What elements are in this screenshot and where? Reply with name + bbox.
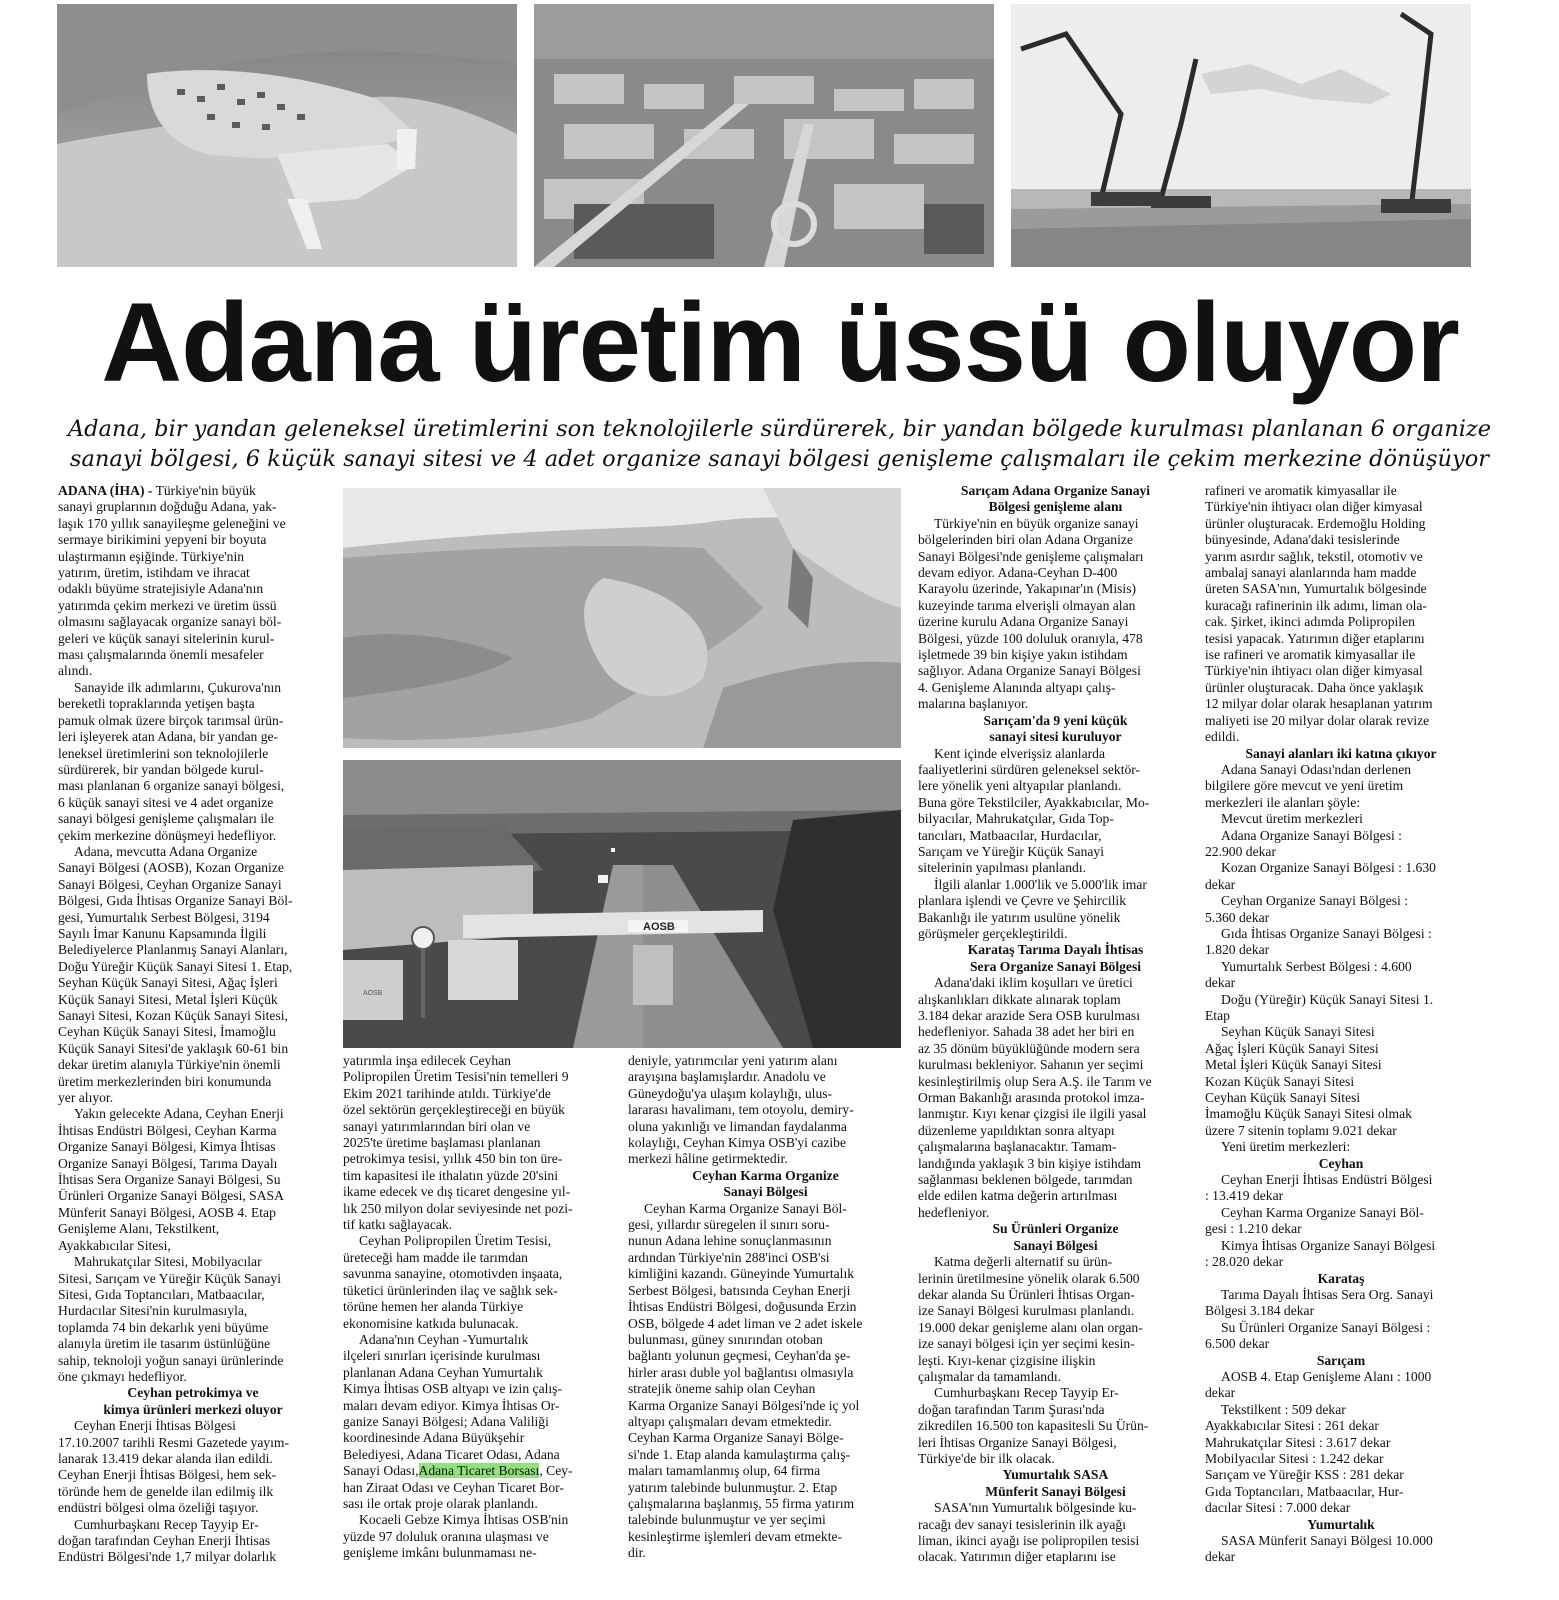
gate-small-sign-text: AOSB xyxy=(363,990,383,997)
col5-subheading-yumurtalik: Yumurtalık xyxy=(1307,1516,1375,1532)
photo-osb-aerial xyxy=(534,4,994,267)
col2-paragraph-4: Kocaeli Gebze Kimya İhtisas OSB'nin yüzde 97 doluluk oranına ulaşması ve genişleme imkânı bulunmaması ne- xyxy=(343,1512,569,1561)
col4-paragraph-6: Cumhurbaşkanı Recep Tayyip Er- doğan tarafından Tarım Şurası'nda zikredilen 16.500 ton kapasitesli Su Ürün- leri İhtisas Organize Sanayi Bölgesi, Türkiye'de bir ilk olacak. xyxy=(918,1385,1149,1466)
column-1 xyxy=(58,483,328,1566)
col1-paragraph-3: Adana, mevcutta Adana Organize Sanayi Bölgesi (AOSB), Kozan Organize Sanayi Bölgesi, Ceyhan Organize Sanayi Bölgesi, Gıda İhtisas Organize Sanayi Böl- gesi, Yumurtalık Serbest Bölgesi, 3194 Sayılı İmar Kanunu Kapsamında İlgili Belediyelerce Planlanmış Sanayi Alanları, Doğu Yüreğir Küçük Sanayi Sitesi 1. Etap, Seyhan Küçük Sanayi Sitesi, Ağaç İşleri Küçük Sanayi Sitesi, Metal İşleri Küçük Sanayi Sitesi, Kozan Küçük Sanayi Sitesi, Ceyhan Küçük Sanayi Sitesi, İmamoğlu Küçük Sanayi Sitesi'de yaklaşık 60-61 bin dekar üretim alanıyla Türkiye'nin önemli üretim merkezlerinden biri konumunda yer alıyor. xyxy=(58,843,293,1106)
col4-subheading-yumurtalik-sasa: Yumurtalık SASA Münferit Sanayi Bölgesi xyxy=(985,1467,1126,1499)
col5-subheading-ceyhan: Ceyhan xyxy=(1318,1155,1364,1171)
col3-paragraph-2: Ceyhan Karma Organize Sanayi Böl- gesi, yıllardır süregelen il sınırı soru- nunun Adana lehine sonuçlanmasının ardından Türkiye'nin 288'inci OSB'si kimliğini kazandı. Güneyinde Yumurtalık Serbest Bölgesi, batısında Ceyhan Enerji İhtisas Endüstri Bölgesi, doğusunda Erzin OSB, bölgede 4 adet liman ve 2 adet iskele bulunması, güney sınırından otoban bağlantı yolunun geçmesi, Ceyhan'da şe- hirler arası duble yol bağlantısı olmasıyla stratejik öneme sahip olan Ceyhan Karma Organize Sanayi Bölgesi'nde iç yol altyapı çalışmaları devam etmektedir. Ceyhan Karma Organize Sanayi Bölge- si'nde 1. Etap alanda kamulaştırma çalış- maları tamamlanmış olup, 64 firma yatırım talebinde bulunmuştur. 2. Etap çalışmalarına başlanmış, 55 firma yatırım talebinde bulunmuştur ve yer seçimi kesinleştirme işlemleri devam etmekte- dir. xyxy=(628,1200,863,1561)
list-item: Tekstilkent : 509 dekar Ayakkabıcılar Sitesi : 261 dekar Mahrukatçılar Sitesi : 3.617 dekar Mobilyacılar Sitesi : 1.242 dekar Sarıçam ve Yüreğir KSS : 281 dekar Gıda Toptancıları, Matbaacılar, Hur- dacılar Sitesi : 7.000 dekar xyxy=(1205,1401,1404,1516)
col2-paragraph-2: Ceyhan Polipropilen Üretim Tesisi, üreteceği ham madde ile tarımdan savunma sanayine, otomotivden inşaata, tüketici ürünlerinden ilaç ve sağlık sek- törüne hemen her alanda Türkiye ekonomisine katkıda bulunacak. xyxy=(343,1233,563,1331)
column-5 xyxy=(1205,483,1477,1566)
list-item: Su Ürünleri Organize Sanayi Bölgesi : 6.500 dekar xyxy=(1205,1319,1431,1352)
col4-paragraph-5: Katma değerli alternatif su ürün- lerinin üretilmesine yönelik olarak 6.500 dekar alanda Su Ürünleri İhtisas Organ- ize Sanayi Bölgesi kurulması planlandı. 19.000 dekar genişleme alanı olan organ- ize sanayi bölgesi için yer seçimi kesin- leşti. Kıyı-kenar çizgisine ilişkin çalışmalar da tamamlandı. xyxy=(918,1254,1143,1384)
column-2 xyxy=(343,1053,618,1562)
headline: Adana üretim üssü oluyor xyxy=(101,280,1459,405)
list-item: Seyhan Küçük Sanayi Sitesi Ağaç İşleri Küçük Sanayi Sitesi Metal İşleri Küçük Sanayi Sitesi Kozan Küçük Sanayi Sitesi Ceyhan Küçük Sanayi Sitesi İmamoğlu Küçük Sanayi Sitesi olmak üzere 7 sitenin toplamı 9.021 dekar xyxy=(1205,1024,1412,1138)
deck-subheadline: Adana, bir yandan geleneksel üretimlerini son teknolojilerle sürdürerek, bir yandan bölgede kurulması planlanan 6 organize sanayi bölgesi, 6 küçük sanayi sitesi ve 4 adet organize sanayi bölgesi genişleme çalışmaları ile çekim merkezine dönüşüyor xyxy=(67,416,1492,472)
list-item: SASA Münferit Sanayi Bölgesi 10.000 dekar xyxy=(1205,1533,1433,1565)
list-item: Mevcut üretim merkezleri xyxy=(1221,811,1363,827)
col4-paragraph-4: Adana'daki iklim koşulları ve üretici alışkanlıkları dikkate alınarak toplam 3.184 dekar arazide Sera OSB kurulması hedefleniyor. Sahada 38 adet her biri en az 35 dönüm büyüklüğünde modern sera kurulması bekleniyor. Sahanın yer seçimi kesinleştirilmiş olup Sera A.Ş. ile Tarım ve Orman Bakanlığı arasında protokol imza- lanmıştır. Kıyı kenar çizgisi ile ilgili yasal düzenleme yapıldıktan sonra altyapı çalışmalarına başlanacaktır. Tamam- landığında yaklaşık 3 bin kişiye istihdam sağlanması beklenen bölgede, tarımdan elde edilen katma değerin artırılması hedefleniyor. xyxy=(918,975,1152,1220)
col4-subheading-saricam-kss: Sarıçam'da 9 yeni küçük sanayi sitesi kuruluyor xyxy=(983,712,1128,745)
highlighted-text: Adana Ticaret Borsası xyxy=(418,1463,540,1479)
col1-paragraph-5: Mahrukatçılar Sitesi, Mobilyacılar Sitesi, Sarıçam ve Yüreğir Küçük Sanayi Sitesi, Gıda Toptancıları, Matbaacılar, Hurdacılar Sitesi'nin kurulmasıyla, toplamda 74 bin dekarlık yeni büyüme alanıyla üretim ile tasarım üstünlüğüne sahip, teknoloji yoğun sanayi ürünlerinde öne çıkmayı hedefliyor. xyxy=(58,1254,284,1384)
col5-paragraph-1: rafineri ve aromatik kimyasallar ile Türkiye'nin ihtiyacı olan diğer kimyasal ürünler oluşturacak. Erdemoğlu Holding bünyesinde, Adana'daki tesislerinde yarım asırdır sağlık, tekstil, otomotiv ve ambalaj sanayi alanlarında ham madde üreten SASA'nın, Yumurtalık bölgesinde kuracağı rafinerinin ilk adımı, liman ola- cak. Şirket, ikinci adımda Polipropilen tesisi yapacak. Yatırımın diğer etaplarını ise rafineri ve aromatik kimyasallar ile Türkiye'nin ihtiyacı olan diğer kimyasal ürünler oluşturacak. Daha önce yaklaşık 12 milyar dolar olarak hesaplanan yatırım maliyeti ise 20 milyar dolar olarak revize edildi. xyxy=(1205,483,1433,745)
list-item: Kimya İhtisas Organize Sanayi Bölgesi : 28.020 dekar xyxy=(1205,1237,1436,1270)
col1-paragraph-6: Ceyhan Enerji İhtisas Bölgesi 17.10.2007 tarihli Resmi Gazetede yayım- lanarak 13.419 dekar alanda ilan edildi. Ceyhan Enerji İhtisas Bölgesi, hem sek- töründe hem de genelde ilan edilmiş ilk endüstri bölgesi olma özeliği taşıyor. xyxy=(58,1418,290,1516)
column-4 xyxy=(918,483,1193,1566)
list-item: Doğu (Yüreğir) Küçük Sanayi Sitesi 1. Etap xyxy=(1205,991,1434,1023)
col4-subheading-saricam-aosb: Sarıçam Adana Organize Sanayi Bölgesi genişleme alanı xyxy=(960,483,1151,515)
list-item: Ceyhan Organize Sanayi Bölgesi : 5.360 dekar xyxy=(1205,893,1409,925)
col2-paragraph-3: Adana'nın Ceyhan -Yumurtalık ilçeleri sınırları içerisinde kurulması planlanan Adana Ceyhan Yumurtalık Kimya İhtisas OSB altyapı ve izin çalış- maları devam ediyor. Kimya İhtisas Or- ganize Sanayi Bölgesi; Adana Valiliği koordinesinde Adana Büyükşehir Belediyesi, Adana Ticaret Odası, Adana Sanayi Odası,Adana Ticaret Borsası, Cey- han Ziraat Odası ve Ceyhan Ticaret Bor- sası ile ortak proje olarak planlandı. xyxy=(343,1331,573,1511)
dateline: ADANA (İHA) - xyxy=(58,483,153,498)
list-item: Ceyhan Karma Organize Sanayi Böl- gesi : 1.210 dekar xyxy=(1205,1204,1424,1237)
col4-paragraph-7: SASA'nın Yumurtalık bölgesinde ku- racağı dev sanayi tesislerinin ilk ayağı liman, ikinci ayağı ise polipropilen tesisi olacak. Yatırımın diğer etaplarını ise xyxy=(918,1500,1140,1565)
col4-paragraph-1: Türkiye'nin en büyük organize sanayi bölgelerinden biri olan Adana Organize Sanayi Bölgesi'nde genişleme çalışmaları devam ediyor. Adana-Ceyhan D-400 Karayolu üzerinde, Yakapınar'ın (Misis) kuzeyinde tarıma elverişli olmayan alan üzerine kurulu Adana Organize Sanayi Bölgesi, yüzde 100 doluluk oranıyla, 478 işletmede 39 bin kişiye yakın istihdam sağlıyor. Adana Organize Sanayi Bölgesi 4. Genişleme Alanında altyapı çalış- malarına başlanıyor. xyxy=(918,515,1144,712)
list-item: Ceyhan Enerji İhtisas Endüstri Bölgesi : 13.419 dekar xyxy=(1205,1172,1433,1204)
col5-subheading-sanayi-alanlari: Sanayi alanları iki katına çıkıyor xyxy=(1245,745,1437,761)
photo-coastal-land-aerial xyxy=(343,488,901,748)
list-item: Gıda İhtisas Organize Sanayi Bölgesi : 1.820 dekar xyxy=(1205,925,1432,958)
list-item: Kozan Organize Sanayi Bölgesi : 1.630 dekar xyxy=(1205,860,1436,892)
col1-paragraph-1: ADANA (İHA) - Türkiye'nin büyük sanayi gruplarının doğduğu Adana, yak- laşık 170 yıllık sanayileşme geleneğini ve sermaye birikimini yepyeni bir boyuta ulaştırmanın eşiğinde. Türkiye'nin yatırım, üretim, istihdam ve ihracat odaklı büyüme stratejisiyle Adana'nın yatırımda çekim merkezi ve üretim üssü olmasını sağlayacak organize sanayi böl- geleri ve küçük sanayi sitelerinin kurul- ması çalışmalarında önemli mesafeler alındı. xyxy=(58,483,286,679)
col1-paragraph-4: Yakın gelecekte Adana, Ceyhan Enerji İhtisas Endüstri Bölgesi, Ceyhan Karma Organize Sanayi Bölgesi, Kimya İhtisas Organize Sanayi Bölgesi, Tarıma Dayalı İhtisas Sera Organize Sanayi Bölgesi, Su Ürünleri Organize Sanayi Bölgesi, SASA Münferit Sanayi Bölgesi, AOSB 4. Etap Genişleme Alanı, Tekstilkent, Ayakkabıcılar Sitesi, xyxy=(58,1106,284,1253)
list-item: Yeni üretim merkezleri: xyxy=(1221,1139,1351,1155)
col1-paragraph-2: Sanayide ilk adımlarını, Çukurova'nın bereketli topraklarında yetişen başta pamuk olmak üzere birçok tarımsal ürün- leri işleyerek atan Adana, bir yandan ge- leneksel üretimlerini son teknolojilerle sürdürerek, bir yandan bölgede kurul- ması planlanan 6 organize sanayi bölgesi, 6 küçük sanayi sitesi ve 4 adet organize sanayi bölgesi genişleme çalışmaları ile çekim merkezine dönüşmeyi hedefliyor. xyxy=(58,679,285,843)
col2-paragraph-1: yatırımla inşa edilecek Ceyhan Polipropilen Üretim Tesisi'nin temelleri 9 Ekim 2021 tarihinde atıldı. Türkiye'de özel sektörün gerçekleştireceği en büyük sanayi yatırımlarından biri olan ve 2025'te üretime başlaması planlanan petrokimya tesisi, yıllık 450 bin ton üre- tim kapasitesi ile ithalatın yüzde 20'sini ikame edecek ve dış ticaret dengesine yıl- lık 250 milyon dolar seviyesinde net pozi- tif katkı sağlayacak. xyxy=(343,1053,573,1233)
list-item: Adana Organize Sanayi Bölgesi : 22.900 dekar xyxy=(1205,827,1402,859)
col1-paragraph-7: Cumhurbaşkanı Recep Tayyip Er- doğan tarafından Ceyhan Enerji İhtisas Endüstri Bölgesi'nde 1,7 milyar dolarlık xyxy=(58,1516,277,1565)
list-item: Yumurtalık Serbest Bölgesi : 4.600 dekar xyxy=(1205,958,1412,991)
col5-subheading-saricam: Sarıçam xyxy=(1316,1352,1366,1368)
col1-subheading-ceyhan-petrokimya: Ceyhan petrokimya ve kimya ürünleri merkezi oluyor xyxy=(103,1385,283,1417)
col3-subheading-ceyhan-karma: Ceyhan Karma Organize Sanayi Bölgesi xyxy=(692,1167,839,1200)
col4-paragraph-3: İlgili alanlar 1.000'lik ve 5.000'lik imar planlara işlendi ve Çevre ve Şehircilik Bakanlığı ile yatırım usulüne yönelik görüşmeler gerçekleştirildi. xyxy=(918,876,1147,941)
col4-subheading-su-urunleri: Su Ürünleri Organize Sanayi Bölgesi xyxy=(992,1221,1119,1253)
col5-paragraph-2: Adana Sanayi Odası'ndan derlenen bilgilere göre mevcut ve yeni üretim merkezleri ile alanları şöyle: xyxy=(1205,761,1412,810)
col3-paragraph-1: deniyle, yatırımcılar yeni yatırım alanı arayışına başlamışlardır. Anadolu ve Güneydoğu'ya ulaşım kolaylığı, ulus- lararası havalimanı, tem otoyolu, demiry- oluna yakınlığı ve limandan faydalanma kolaylığı, Ceyhan Kimya OSB'yi cazibe merkezi hâline getirmektedir. xyxy=(628,1053,854,1167)
col4-paragraph-2: Kent içinde elverişsiz alanlarda faaliyetlerini sürdüren geleneksel sektör- lere yönelik yeni altyapılar planlandı. Buna göre Tekstilciler, Ayakkabıcılar, Mo- bilyacılar, Mahrukatçılar, Gıda Top- tancıları, Matbaacılar, Hurdacılar, Sarıçam ve Yüreğir Küçük Sanayi sitelerinin yapılması planlandı. xyxy=(918,745,1150,876)
gate-sign-text: AOSB xyxy=(643,921,675,933)
photo-industrial-port-aerial xyxy=(57,4,517,267)
photo-construction-pump-trucks xyxy=(1011,4,1471,267)
list-item: Tarıma Dayalı İhtisas Sera Org. Sanayi Bölgesi 3.184 dekar xyxy=(1205,1286,1434,1319)
column-3 xyxy=(628,1053,903,1562)
list-item: AOSB 4. Etap Genişleme Alanı : 1000 dekar xyxy=(1205,1368,1432,1401)
col5-subheading-karatas: Karataş xyxy=(1317,1270,1365,1286)
photo-aosb-gate-night xyxy=(343,760,901,1048)
col4-subheading-karatas-sera: Karataş Tarıma Dayalı İhtisas Sera Organize Sanayi Bölgesi xyxy=(967,942,1144,974)
